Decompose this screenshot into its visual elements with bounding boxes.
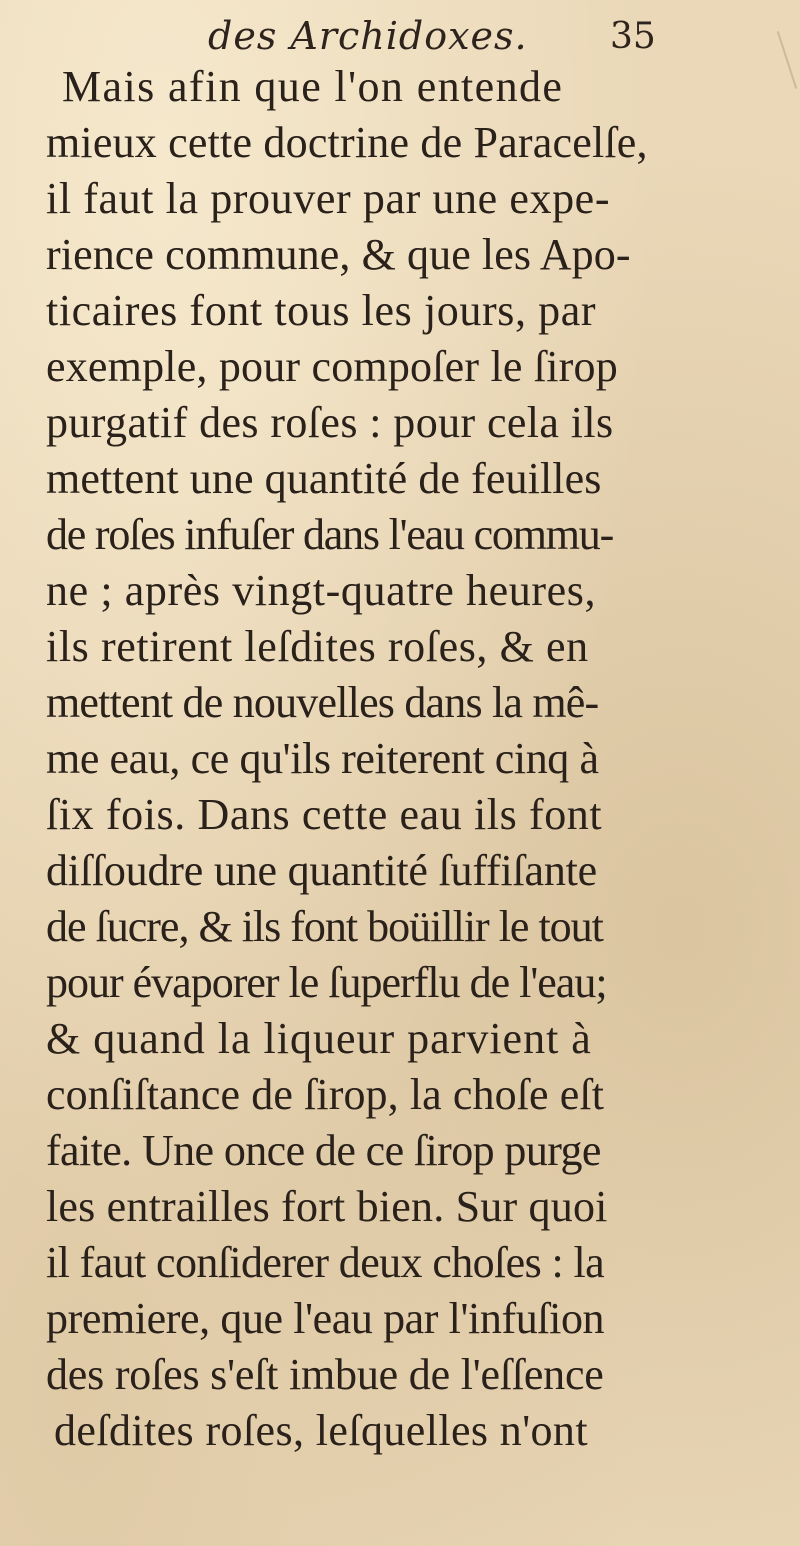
header-title: des Archidoxes. xyxy=(208,14,528,58)
text-line-8: mettent une quantité de feuilles xyxy=(46,454,602,503)
text-line-11: ils retirent leſdites roſes, & en xyxy=(46,622,589,671)
text-line-19: conſiſtance de ſirop, la choſe eſt xyxy=(46,1070,605,1119)
text-line-23: premiere, que l'eau par l'infuſion xyxy=(46,1294,605,1343)
text-line-25: deſdites roſes, leſquelles n'ont xyxy=(54,1406,588,1455)
text-line-4: rience commune, & que les Apo- xyxy=(46,230,631,279)
text-line-14: ſix fois. Dans cette eau ils font xyxy=(46,790,603,839)
text-line-15: diſſoudre une quantité ſuffiſante xyxy=(46,846,597,895)
running-head xyxy=(0,14,800,64)
text-line-10: ne ; après vingt-quatre heures, xyxy=(46,566,597,615)
text-line-5: ticaires font tous les jours, par xyxy=(46,286,597,335)
text-line-17: pour évaporer le ſuperflu de l'eau; xyxy=(46,958,607,1007)
text-line-13: me eau, ce qu'ils reiterent cinq à xyxy=(46,734,599,783)
text-line-21: les entrailles fort bien. Sur quoi xyxy=(46,1182,608,1231)
text-line-9: de roſes infuſer dans l'eau commu- xyxy=(46,510,614,559)
page-number: 35 xyxy=(610,16,656,57)
text-line-24: des roſes s'eſt imbue de l'eſſence xyxy=(46,1350,604,1399)
text-line-7: purgatif des roſes : pour cela ils xyxy=(46,398,614,447)
text-line-3: il faut la prouver par une expe- xyxy=(46,174,611,223)
text-line-22: il faut conſiderer deux choſes : la xyxy=(46,1238,605,1287)
text-line-1: Mais afin que l'on entende xyxy=(62,62,564,111)
text-line-6: exemple, pour compoſer le ſirop xyxy=(46,342,618,391)
text-line-18: & quand la liqueur parvient à xyxy=(46,1014,592,1063)
text-line-12: mettent de nouvelles dans la mê- xyxy=(46,678,599,727)
text-line-2: mieux cette doctrine de Paracelſe, xyxy=(46,118,648,167)
text-line-20: faite. Une once de ce ſirop purge xyxy=(46,1126,601,1175)
text-line-16: de ſucre, & ils font boüillir le tout xyxy=(46,902,603,951)
